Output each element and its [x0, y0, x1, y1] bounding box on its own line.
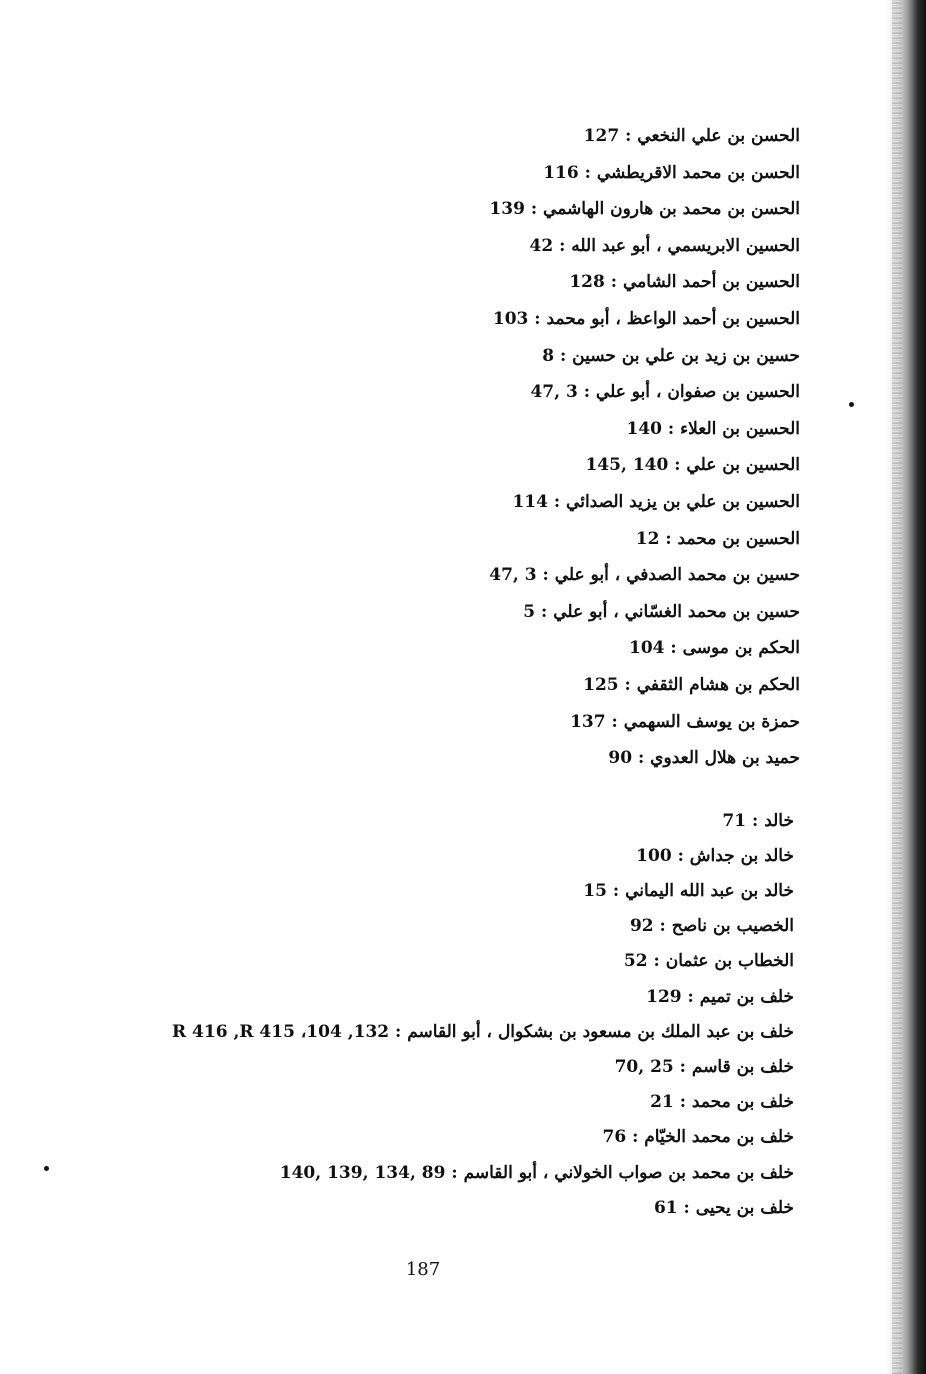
index-entry: الحسين بن علي : 140 ,145 [585, 455, 800, 476]
index-entry: خالد بن عبد الله اليماني : 15 [583, 881, 794, 902]
index-list [160, 118, 800, 1226]
index-entry: الحسين بن العلاء : 140 [626, 418, 800, 439]
index-entry: خلف بن قاسم : 25 ,70 [614, 1057, 794, 1077]
index-entry: الحكم بن موسى : 104 [628, 638, 800, 659]
page-number: 187 [405, 1259, 441, 1280]
scan-speck [44, 1166, 49, 1171]
index-entry: الحسين بن علي بن يزيد الصدائي : 114 [512, 491, 800, 512]
index-entry: حمزة بن يوسف السهمي : 137 [570, 711, 800, 732]
index-entry: الحسن بن محمد بن هارون الهاشمي : 139 [489, 199, 800, 220]
index-entry: الخصيب بن ناصح : 92 [629, 916, 794, 937]
index-entry: حسين بن زيد بن علي بن حسين : 8 [542, 345, 800, 366]
index-section-ha [160, 118, 800, 777]
index-entry: الحسين الابريسمي ، أبو عبد الله : 42 [529, 235, 800, 256]
index-entry: الحسن بن محمد الاقريطشي : 116 [543, 162, 800, 183]
index-entry: خالد : 71 [722, 810, 794, 831]
index-entry: خالد بن جداش : 100 [636, 845, 794, 866]
index-entry: الحسن بن علي النخعي : 127 [583, 126, 800, 146]
scan-speck [849, 402, 854, 407]
section-divider [160, 777, 800, 804]
index-entry: خلف بن عبد الملك بن مسعود بن بشكوال ، أبو القاسم : R 416 ,R 415 ،104 ,132 [172, 1021, 794, 1042]
index-entry: الحكم بن هشام الثقفي : 125 [583, 674, 800, 695]
index-entry: خلف بن تميم : 129 [646, 986, 794, 1007]
index-entry: الخطاب بن عثمان : 52 [623, 951, 794, 972]
index-entry: خلف بن محمد الخيّام : 76 [602, 1127, 794, 1148]
index-entry: حسين بن محمد الصدفي ، أبو علي : 3 ,47 [489, 565, 800, 586]
index-section-kha [160, 804, 800, 1226]
index-entry: خلف بن يحيى : 61 [653, 1197, 794, 1218]
index-entry: حميد بن هلال العدوي : 90 [608, 748, 800, 769]
index-entry: حسين بن محمد الغسّاني ، أبو علي : 5 [523, 601, 800, 622]
index-entry: الحسين بن محمد : 12 [635, 528, 800, 549]
page-binding-edge [886, 0, 926, 1374]
index-entry: الحسين بن صفوان ، أبو علي : 3 ,47 [530, 382, 800, 403]
index-entry: الحسين بن أحمد الشامي : 128 [569, 272, 800, 293]
index-entry: خلف بن محمد : 21 [650, 1092, 794, 1113]
index-entry: خلف بن محمد بن صواب الخولاني ، أبو القاسم : 89 ,134 ,139 ,140 [279, 1162, 794, 1183]
index-entry: الحسين بن أحمد الواعظ ، أبو محمد : 103 [492, 308, 800, 329]
